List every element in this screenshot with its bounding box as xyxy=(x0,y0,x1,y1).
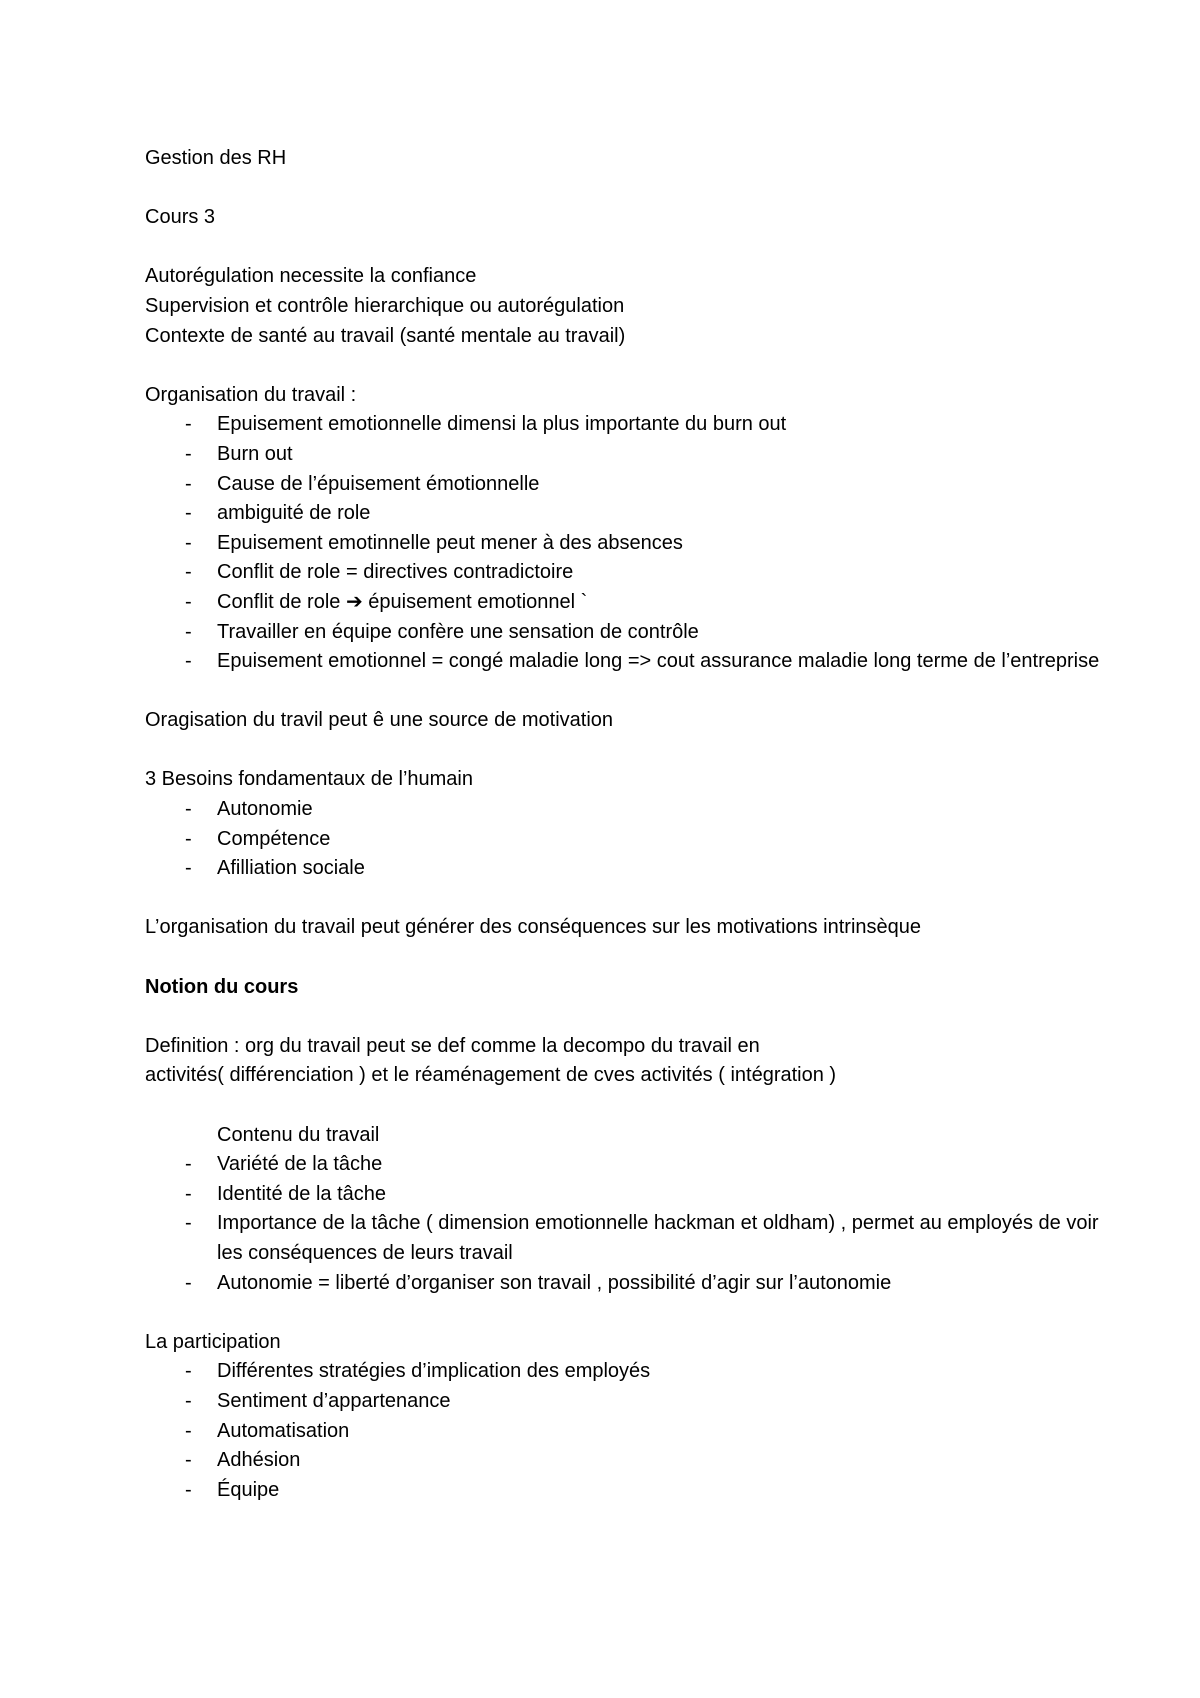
document-title: Gestion des RH xyxy=(145,147,287,169)
list-item-text: épuisement emotionnel ` xyxy=(368,590,588,613)
list-item: - Importance de la tâche ( dimension emotionnelle hackman et oldham) , permet au employés de voir les conséquences de leurs travail xyxy=(145,1209,1100,1268)
list-item: - Identité de la tâche xyxy=(145,1180,1100,1210)
list-item: - Différentes stratégies d’implication des employés xyxy=(145,1357,1100,1387)
intro-line: Supervision et contrôle hierarchique ou autorégulation xyxy=(145,294,625,317)
list-item: - Burn out xyxy=(145,440,1100,470)
org-list xyxy=(145,410,1100,676)
intro-line: Contexte de santé au travail (santé mentale au travail) xyxy=(145,324,626,347)
needs-heading: 3 Besoins fondamentaux de l’humain xyxy=(145,768,473,791)
list-item: - Cause de l’épuisement émotionnelle xyxy=(145,470,1100,500)
right-arrow-icon: ➔ xyxy=(345,590,363,613)
content-list xyxy=(145,1150,1100,1298)
spacer xyxy=(145,1298,1100,1328)
list-item: - Variété de la tâche xyxy=(145,1150,1100,1180)
spacer xyxy=(145,174,1100,204)
needs-list xyxy=(145,795,1100,884)
spacer xyxy=(145,884,1100,914)
spacer xyxy=(145,351,1100,381)
intro-line: Autorégulation necessite la confiance xyxy=(145,265,477,288)
list-item: - Epuisement emotionnelle dimensi la plus importante du burn out xyxy=(145,410,1100,440)
course-label: Cours 3 xyxy=(145,206,216,229)
org-heading: Organisation du travail : xyxy=(145,383,357,406)
definition-line: activités( différenciation ) et le réaménagement de cves activités ( intégration ) xyxy=(145,1064,837,1087)
definition-line: Definition : org du travail peut se def comme la decompo du travail en xyxy=(145,1034,760,1057)
list-item-text: Conflit de role xyxy=(217,590,341,613)
list-item: - Adhésion xyxy=(145,1446,1100,1476)
list-item: - Epuisement emotionnel = congé maladie long => cout assurance maladie long terme de l’entreprise xyxy=(145,647,1100,677)
list-item: - Travailler en équipe confère une sensation de contrôle xyxy=(145,618,1100,648)
spacer xyxy=(145,233,1100,263)
list-item: - Autonomie = liberté d’organiser son travail , possibilité d’agir sur l’autonomie xyxy=(145,1269,1100,1299)
motivation-line: Oragisation du travil peut ê une source de motivation xyxy=(145,709,614,732)
list-item: - Automatisation xyxy=(145,1417,1100,1447)
list-item: - Équipe xyxy=(145,1476,1100,1506)
spacer xyxy=(145,943,1100,973)
list-item xyxy=(145,588,1100,618)
list-item: - Epuisement emotinnelle peut mener à des absences xyxy=(145,529,1100,559)
list-item: - ambiguité de role xyxy=(145,499,1100,529)
list-item: - Compétence xyxy=(145,825,1100,855)
spacer xyxy=(145,1002,1100,1032)
content-heading: Contenu du travail xyxy=(217,1123,380,1146)
participation-heading: La participation xyxy=(145,1330,281,1353)
spacer xyxy=(145,736,1100,766)
list-item: - Sentiment d’appartenance xyxy=(145,1387,1100,1417)
spacer xyxy=(145,677,1100,707)
consequence-line: L’organisation du travail peut générer des conséquences sur les motivations intrinsèque xyxy=(145,916,922,939)
notion-heading: Notion du cours xyxy=(145,975,299,998)
participation-list xyxy=(145,1357,1100,1505)
list-item: - Autonomie xyxy=(145,795,1100,825)
list-item: - Afilliation sociale xyxy=(145,854,1100,884)
spacer xyxy=(145,1091,1100,1121)
list-item: - Conflit de role = directives contradictoire xyxy=(145,558,1100,588)
